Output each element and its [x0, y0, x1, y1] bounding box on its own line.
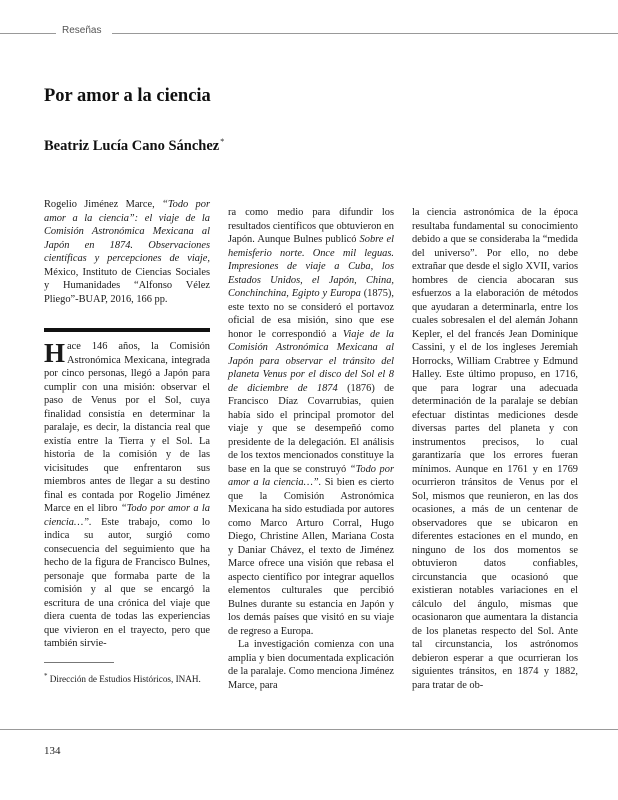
page-number: 134: [44, 745, 61, 757]
article-title: Por amor a la ciencia: [44, 86, 211, 106]
footnote-mark: *: [44, 672, 48, 680]
italic-title: Sobre el hemisferio norte. Once mil leguas. Impresiones de viaje a Cuba, los Estados Unidos, el Japón, China, Conchinchina, Egipto y Europa: [228, 234, 394, 299]
column-2: [228, 206, 394, 692]
author-line: [44, 137, 224, 155]
footnote-text: Dirección de Estudios Históricos, INAH.: [47, 674, 201, 685]
paragraph-text: la ciencia astronómica de la época resultaba fundamental su conocimiento debido a que se consideraba la “medida del universo”. Por ello, no debe extrañar que desde el siglo XVII, varios hombres de ciencia abocaran sus esfuerzos a la elaboración de métodos que ayudaran a determinarla, entre los cuales sobresalen el del alemán Johann Kepler, el del francés Jean Dominique Cassini, y el de los ingleses Jeremiah Horrocks, William Crabtree y Edmund Halley. Este último propuso, en 1716, que para lograr una adecuada determinación de la paralaje se debían efectuar distintas mediciones desde diversas partes del planeta y con instrumentos precisos, lo cual garantizaría que los errores fueran mínimos. Aunque en 1761 y en 1769 ocurrieron tránsitos de Venus por el Sol, mismos que reunieron, en las dos ocasiones, a más de un centenar de observadores que se ubicaron en diferentes estaciones en el mundo, en ninguno de los dos momentos se obtuvieron datos confiables, circunstancia que ocasionó que existieran notables variaciones en el cálculo del ángulo, mismas que ocasionaron que aumentara la distancia de los planetas respecto del Sol. Ante tal circunstancia, los astrónomos debieron esperar a que ocurrieran los siguientes tránsitos, en 1874 y 1882, para tratar de ob-: [412, 207, 578, 691]
column-3: [412, 206, 578, 692]
footer-rule: [0, 729, 618, 730]
column-1: [44, 340, 210, 651]
paragraph-text: Si bien es cierto que la Comisión Astronómica Mexicana ha sido estudiada por autores como Marco Arturo Corral, Hugo Diego, Christine Allen, Mariana Costa y Daniar Chávez, el texto de Jiménez Marce ofrece una visión que rebasa el aspecto científico por integrar aquellos elementos culturales que percibió Bulnes durante su estancia en Japón y los demás países que visitó en su viaje de regreso a Europa.: [228, 477, 394, 637]
paragraph-text: Este trabajo, como lo indica su autor, surgió como consecuencia del seguimiento que ha hecho de la figura de Francisco Bulnes, personaje que formaba parte de la comisión y al que se encargó la escritura de una crónica del viaje que diera cuenta de todas las experiencias que vivieron en el trayecto, pero que también sirvie-: [44, 516, 210, 649]
italic-title: “Todo por amor a la ciencia…”.: [44, 503, 210, 528]
author-name: Beatriz Lucía Cano Sánchez: [44, 137, 220, 154]
paragraph-text: La investigación comienza con una amplia y bien documentada explicación de la paralaje. Como menciona Jiménez Marce, para: [228, 639, 394, 691]
section-divider: [44, 328, 210, 332]
header-rule: [0, 33, 56, 34]
paragraph-text: ra como medio para difundir los resultados científicos que obtuvieron en Japón. Aunque Bulnes publicó: [228, 207, 394, 245]
footnote: [44, 670, 210, 685]
italic-title: “Todo por amor a la ciencia…”.: [228, 463, 394, 488]
paragraph-text: (1876) de Francisco Díaz Covarrubias, quien había sido el principal promotor del viaje y que se desempeñó como presidente de la delegación. El análisis de los textos mencionados constituye la base en la que se construyó: [228, 382, 394, 475]
paragraph-text: (1875), este texto no se consideró el portavoz oficial de esa misión, sino que ese honor le correspondió a: [228, 288, 394, 340]
italic-title: Viaje de la Comisión Astronómica Mexicana al Japón para observar el tránsito del planeta Venus por el disco del Sol el 8 de diciembre de 1874: [228, 328, 394, 394]
drop-cap: H: [44, 338, 66, 368]
biblio-book-title: “Todo por amor a la ciencia”: el viaje de la Comisión Astronómica Mexicana al Japón en 1874. Observaciones científicas y percepciones de viaje,: [44, 199, 210, 264]
biblio-publisher: México, Instituto de Ciencias Sociales y Humanidades “Alfonso Vélez Pliego”-BUAP, 2016, 166 pp.: [44, 266, 210, 305]
biblio-author: Rogelio Jiménez Marce,: [44, 199, 163, 210]
header-rule: [112, 33, 618, 34]
section-label: Reseñas: [62, 25, 102, 36]
bibliographic-reference: [44, 198, 210, 306]
paragraph-text: ace 146 años, la Comisión Astronómica Mexicana, integrada por cinco personas, llegó a Japón para cumplir con una misión: observar el paso de Venus por el Sol, cuya finalidad consistía en determinar la paralaje, es decir, la distancia real que existía entre la Tierra y el Sol. La historia de la comisión y de las vicisitudes que enfrentaron sus miembros antes de llegar a su destino final es contada por Rogelio Jiménez Marce en el libro: [44, 341, 210, 514]
author-footnote-mark: *: [220, 137, 225, 146]
footnote-rule: [44, 662, 114, 663]
